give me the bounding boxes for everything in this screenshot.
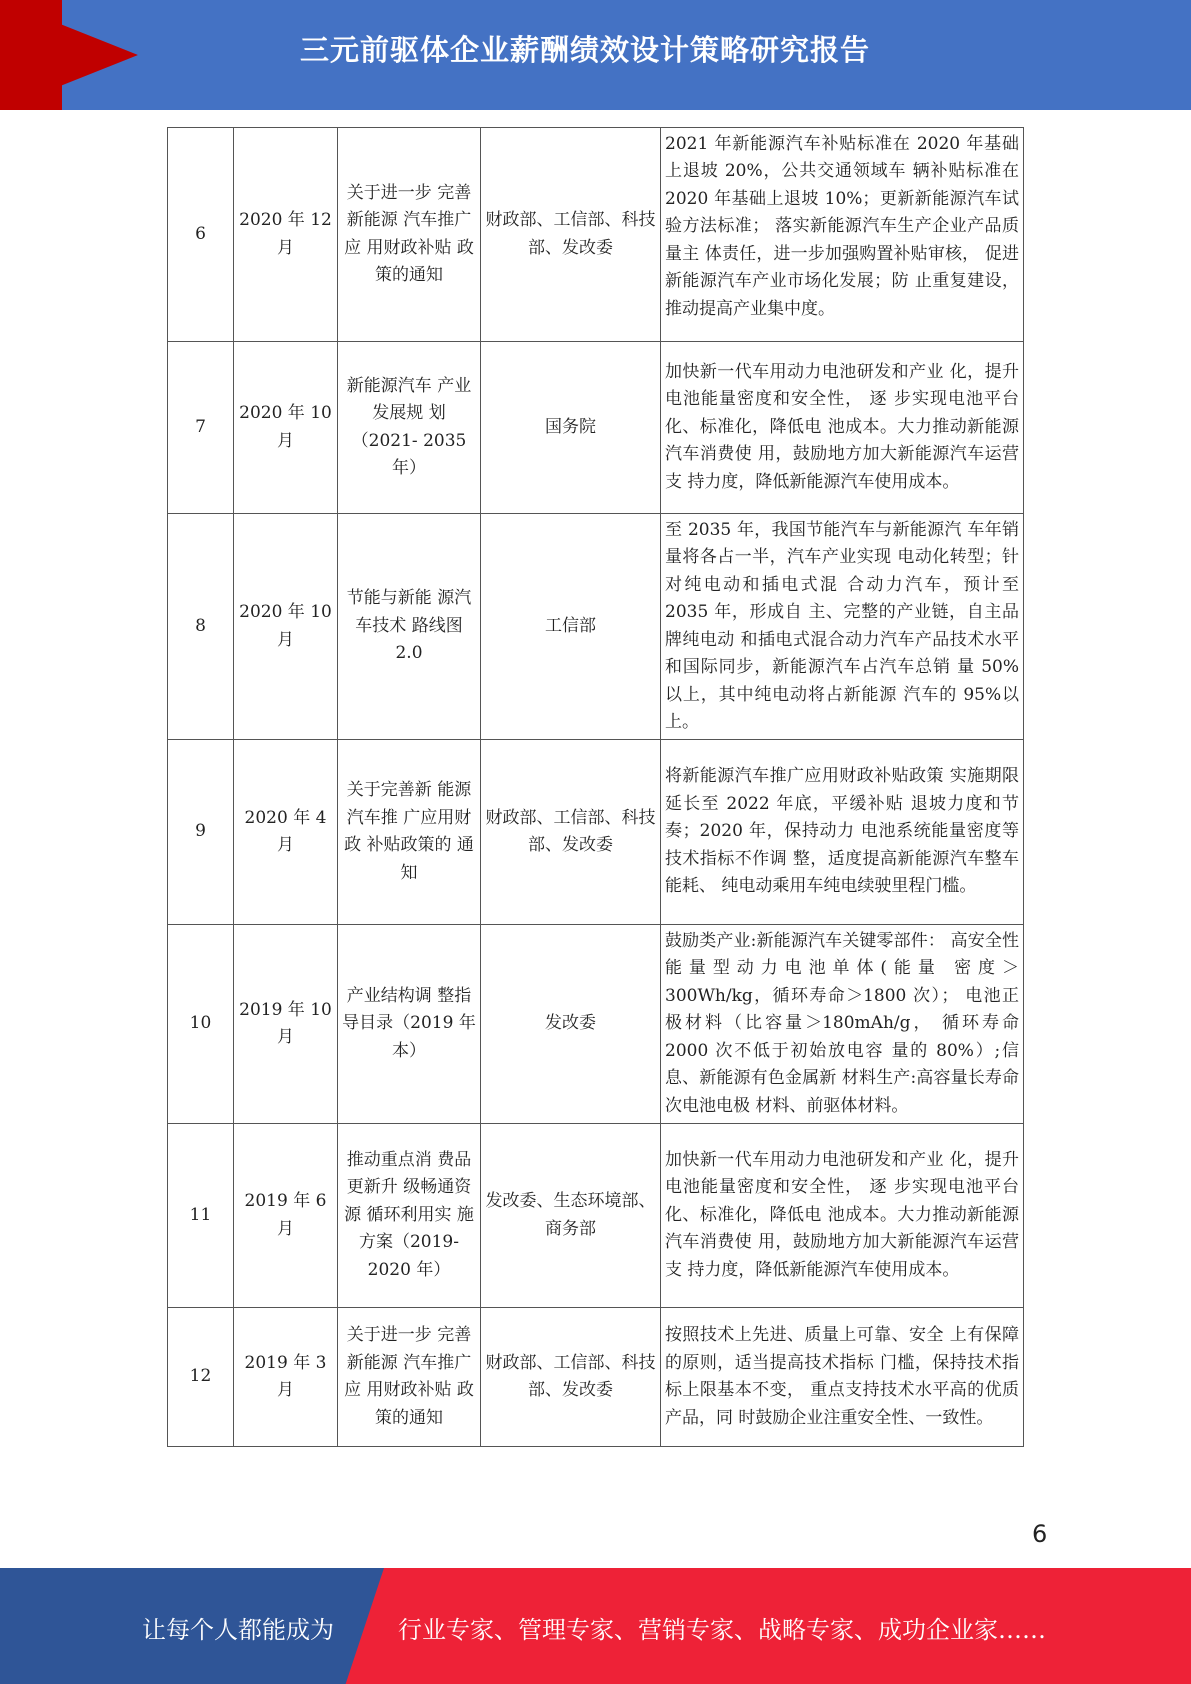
table-row: [168, 1124, 1024, 1308]
footer-slogan-left: 让每个人都能成为: [142, 1616, 334, 1644]
header-arrow-shape: [0, 0, 138, 110]
row-content: [661, 128, 1024, 342]
row-policy-name: 新能源汽车 产业发展规 划（2021- 2035 年）: [338, 342, 481, 514]
row-department: 财政部、工信部、科技部、发改委: [481, 128, 661, 342]
row-policy-name: 关于进一步 完善新能源 汽车推广应 用财政补贴 政策的通知: [338, 1308, 481, 1447]
row-date: 2020 年 12 月: [234, 128, 338, 342]
page-footer: [0, 1568, 1191, 1684]
row-content: 至 2035 年，我国节能汽车与新能源汽 车年销量将各占一半，汽车产业实现 电动化转型；针对纯电动和插电式混 合动力汽车，预计至 2035 年，形成自 主、完整的产业链，自主品牌纯电动 和插电式混合动力汽车产品技术水平 和国际同步，新能源汽车占汽车总销 量 50%以上，其中纯电动将占新能源 汽车的 95%以上。: [661, 514, 1024, 740]
report-title: 三元前驱体企业薪酬绩效设计策略研究报告: [300, 33, 871, 67]
table-row: [168, 925, 1024, 1124]
row-department: 国务院: [481, 342, 661, 514]
row-content: 鼓励类产业:新能源汽车关键零部件： 高安全性能量型动力电池单体(能量 密度＞300Wh/kg，循环寿命＞1800 次）； 电池正极材料（比容量＞180mAh/g， 循环寿命 2000 次不低于初始放电容 量的 80%）;信息、新能源有色金属新 材料生产:高容量长寿命次电池电极 材料、前驱体材料。: [661, 925, 1024, 1124]
row-date: 2020 年 4 月: [234, 740, 338, 925]
table-row: [168, 740, 1024, 925]
row-department: 财政部、工信部、科技部、发改委: [481, 1308, 661, 1447]
row-content-text: 2021 年新能源汽车补贴标准在 2020 年基础上退坡 20%，公共交通领域车 辆补贴标准在 2020 年基础上退坡 10%；更新新能源汽车试验方法标准； 落实新能源汽车生产企业产品质量主 体责任，进一步加强购置补贴审核， 促进新能源汽车产业市场化发展；防 止重复建设，推动提高产业集中度。: [665, 133, 1019, 319]
row-number: 8: [168, 514, 234, 740]
footer-slogan-right: 行业专家、管理专家、营销专家、战略专家、成功企业家……: [398, 1616, 1046, 1644]
row-department: 发改委、生态环境部、商务部: [481, 1124, 661, 1308]
row-content: 按照技术上先进、质量上可靠、安全 上有保障的原则，适当提高技术指标 门槛，保持技术指标上限基本不变， 重点支持技术水平高的优质产品，同 时鼓励企业注重安全性、一致性。: [661, 1308, 1024, 1447]
row-number: 9: [168, 740, 234, 925]
row-date: 2019 年 6 月: [234, 1124, 338, 1308]
row-content: 加快新一代车用动力电池研发和产业 化，提升电池能量密度和安全性， 逐 步实现电池平台化、标准化，降低电 池成本。大力推动新能源汽车消费使 用，鼓励地方加大新能源汽车运营支 持力度，降低新能源汽车使用成本。: [661, 342, 1024, 514]
row-content: 将新能源汽车推广应用财政补贴政策 实施期限延长至 2022 年底，平缓补贴 退坡力度和节奏；2020 年，保持动力 电池系统能量密度等技术指标不作调 整，适度提高新能源汽车整车能耗、 纯电动乘用车纯电续驶里程门槛。: [661, 740, 1024, 925]
row-date: 2019 年 3 月: [234, 1308, 338, 1447]
row-department: 工信部: [481, 514, 661, 740]
table-row: [168, 1308, 1024, 1447]
table-row: [168, 342, 1024, 514]
row-date: 2020 年 10 月: [234, 342, 338, 514]
row-number: 12: [168, 1308, 234, 1447]
table-row: [168, 128, 1024, 342]
policy-table: [167, 127, 1024, 1447]
row-number: 6: [168, 128, 234, 342]
row-policy-name: 产业结构调 整指导目录（2019 年本）: [338, 925, 481, 1124]
row-content: 加快新一代车用动力电池研发和产业 化，提升电池能量密度和安全性， 逐 步实现电池平台化、标准化，降低电 池成本。大力推动新能源汽车消费使 用，鼓励地方加大新能源汽车运营支 持力度，降低新能源汽车使用成本。: [661, 1124, 1024, 1308]
row-policy-name: 节能与新能 源汽车技术 路线图 2.0: [338, 514, 481, 740]
row-department: 发改委: [481, 925, 661, 1124]
page-header: [0, 0, 1191, 110]
row-policy-name: 关于进一步 完善新能源 汽车推广应 用财政补贴 政策的通知: [338, 128, 481, 342]
page-number: 6: [1032, 1520, 1048, 1548]
row-date: 2019 年 10 月: [234, 925, 338, 1124]
row-number: 7: [168, 342, 234, 514]
row-policy-name: 关于完善新 能源汽车推 广应用财政 补贴政策的 通知: [338, 740, 481, 925]
row-number: 10: [168, 925, 234, 1124]
row-department: 财政部、工信部、科技部、发改委: [481, 740, 661, 925]
row-number: 11: [168, 1124, 234, 1308]
row-policy-name: 推动重点消 费品更新升 级畅通资源 循环利用实 施方案（2019-2020 年）: [338, 1124, 481, 1308]
table-row: [168, 514, 1024, 740]
row-date: 2020 年 10 月: [234, 514, 338, 740]
